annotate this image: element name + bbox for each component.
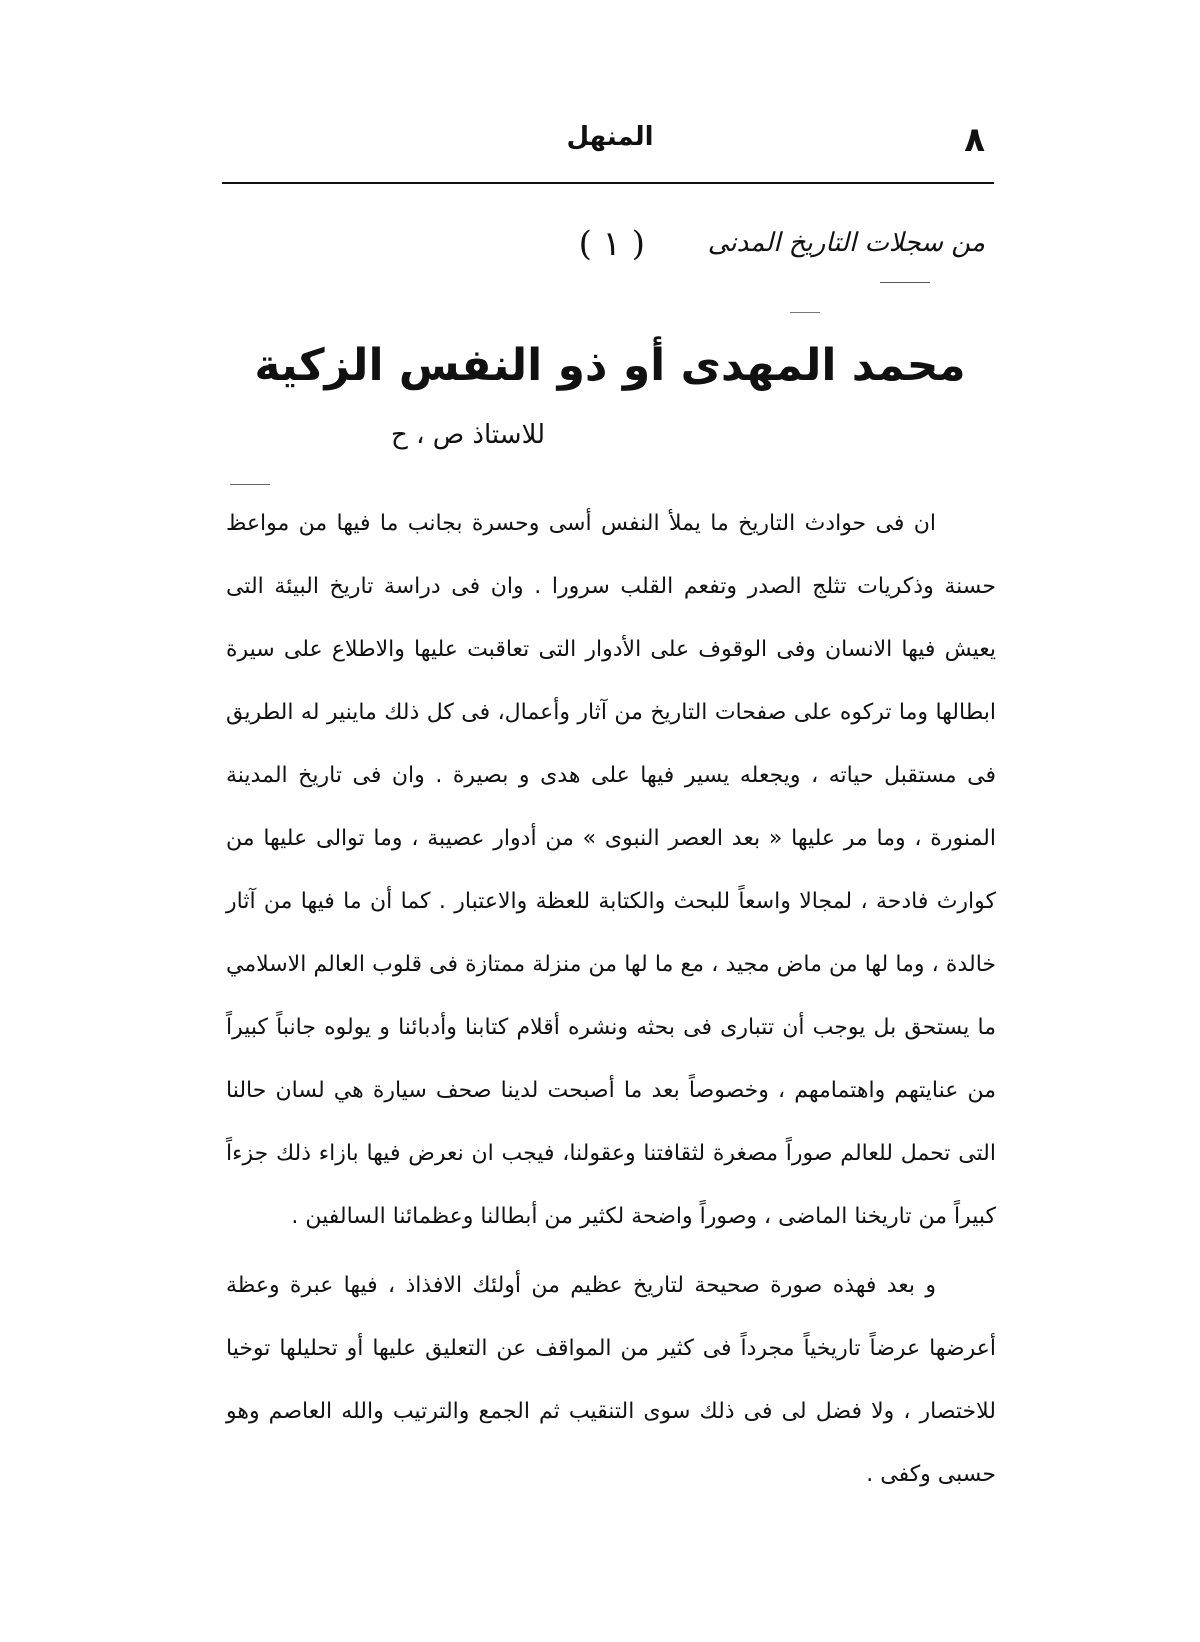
article-body <box>226 492 996 1506</box>
journal-name: المنهل <box>566 122 654 152</box>
paragraph: و بعد فهذه صورة صحيحة لتاريخ عظيم من أولئك الافذاذ ، فيها عبرة وعظة أعرضها عرضاً تاريخياً مجرداً فى كثير من المواقف عن التعليق عليها أو تحليلها توخيا للاختصار ، ولا فضل لى فى ذلك سوى التنقيب ثم الجمع والترتيب والله العاصم وهو حسبى وكفى . <box>226 1273 996 1487</box>
ornament-dash <box>790 312 820 313</box>
running-header <box>225 120 995 160</box>
page-number: ٨ <box>964 120 985 160</box>
series-number: ( ١ ) <box>578 224 645 264</box>
paragraph: ان فى حوادث التاريخ ما يملأ النفس أسى وحسرة بجانب ما فيها من مواعظ حسنة وذكريات تثلج الصدر وتفعم القلب سرورا . وان فى دراسة تاريخ البيئة التى يعيش فيها الانسان وفى الوقوف على الأدوار التى تعاقبت عليها والاطلاع على سيرة ابطالها وما تركوه على صفحات التاريخ من آثار وأعمال، فى كل ذلك ماينير له الطريق فى مستقبل حياته ، ويجعله يسير فيها على هدى و بصيرة . وان فى تاريخ المدينة المنورة ، وما مر عليها « بعد العصر النبوى » من أدوار عصيبة ، وما توالى عليها من كوارث فادحة ، لمجالا واسعاً للبحث والكتابة للعظة والاعتبار . كما أن ما فيها من آثار خالدة ، وما لها من ماض مجيد ، مع ما لها من منزلة ممتازة فى قلوب العالم الاسلامي ما يستحق بل يوجب أن تتبارى فى بحثه ونشره أقلام كتابنا وأدبائنا و يولوه جانباً كبيراً من عنايتهم واهتمامهم ، وخصوصاً بعد ما أصبحت لدينا صحف سيارة هي لسان حالنا التى تحمل للعالم صوراً مصغرة لثقافتنا وعقولنا، فيجب ان نعرض فيها بازاء ذلك جزءاً كبيراً من تاريخنا الماضى ، وصوراً واضحة لكثير من أبطالنا وعظمائنا السالفين . <box>226 511 996 1229</box>
article-title: محمد المهدى أو ذو النفس الزكية <box>254 340 966 391</box>
ornament-dash <box>230 484 270 485</box>
header-rule <box>222 182 994 184</box>
author-byline: للاستاذ ص ، ح <box>391 420 545 450</box>
ornament-dash <box>880 282 930 283</box>
series-title: من سجلات التاريخ المدنى <box>707 228 985 258</box>
series-line <box>225 224 995 272</box>
